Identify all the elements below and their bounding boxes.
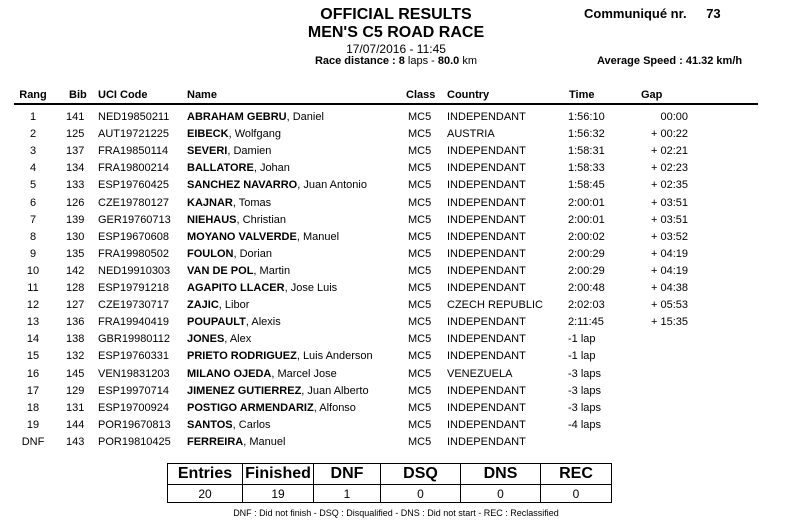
time-cell: -3 laps [568, 384, 602, 397]
gap-cell: + 03:52 [650, 230, 688, 243]
table-row [0, 229, 792, 246]
surname: POUPAULT [187, 316, 246, 329]
country-cell: AUSTRIA [447, 128, 495, 141]
time-cell: -1 lap [568, 350, 596, 363]
first-name: Alfonso [319, 401, 356, 414]
time-cell: 2:00:29 [568, 247, 605, 260]
bib-cell: 134 [66, 162, 85, 175]
col-header-name: Name [187, 89, 217, 101]
rank-cell: 15 [26, 350, 40, 363]
communique [584, 6, 721, 21]
time-cell: -4 laps [568, 418, 602, 431]
class-cell: MC5 [408, 145, 432, 158]
time-cell: -3 laps [568, 367, 602, 380]
uci-code-cell: NED19850211 [98, 111, 170, 123]
bib-cell: 135 [66, 247, 85, 260]
name-cell: POUPAULT, Alexis [187, 316, 281, 329]
first-name: Jose Luis [290, 282, 338, 294]
first-name: Juan Alberto [307, 384, 369, 397]
gap-cell: + 15:35 [650, 316, 688, 329]
name-cell: ABRAHAM GEBRU, Daniel [187, 111, 324, 123]
race-date-time: 17/07/2016 - 11:45 [346, 42, 446, 56]
uci-code-cell: CZE19780127 [98, 196, 169, 209]
uci-code-cell: FRA19800214 [98, 162, 169, 175]
class-cell: MC5 [408, 162, 432, 175]
class-cell: MC5 [408, 213, 432, 226]
table-row [0, 331, 792, 348]
surname: JIMENEZ GUTIERREZ [187, 384, 302, 397]
summary-header-dns: DNS [461, 464, 541, 485]
surname: MOYANO VALVERDE [187, 230, 297, 243]
gap-cell: + 03:51 [650, 196, 688, 209]
class-cell: MC5 [408, 350, 432, 363]
country-cell: INDEPENDANT [447, 435, 526, 448]
country-cell: INDEPENDANT [447, 384, 526, 397]
name-cell: EIBECK, Wolfgang [187, 128, 281, 141]
country-cell: INDEPENDANT [447, 247, 526, 260]
table-row [0, 314, 792, 331]
surname: SEVERI [187, 145, 228, 158]
uci-code-cell: POR19810425 [98, 435, 171, 448]
communique-number: 73 [706, 6, 721, 21]
uci-code-cell: AUT19721225 [98, 128, 169, 141]
time-cell: -3 laps [568, 401, 602, 414]
bib-cell: 142 [66, 264, 85, 277]
class-cell: MC5 [408, 179, 432, 192]
country-cell: INDEPENDANT [447, 264, 526, 277]
rank-cell: 18 [26, 401, 40, 414]
uci-code-cell: GBR19980112 [98, 333, 170, 346]
table-row [0, 348, 792, 365]
name-cell: JONES, Alex [187, 333, 252, 346]
time-cell: 1:56:32 [568, 128, 605, 141]
gap-cell: + 02:35 [650, 179, 688, 192]
surname: SANCHEZ NAVARRO [187, 179, 298, 192]
bib-cell: 132 [66, 350, 85, 363]
col-header-class: Class [406, 89, 436, 101]
uci-code-cell: ESP19670608 [98, 230, 169, 243]
bib-cell: 144 [66, 418, 85, 431]
bib-cell: 139 [66, 213, 85, 226]
class-cell: MC5 [408, 128, 432, 141]
first-name: Juan Antonio [303, 179, 367, 192]
first-name: Daniel [292, 111, 324, 123]
bib-cell: 141 [66, 111, 85, 123]
surname: JONES [187, 333, 225, 346]
name-cell: SANTOS, Carlos [187, 418, 271, 431]
class-cell: MC5 [408, 247, 432, 260]
first-name: Martin [259, 264, 291, 277]
time-cell: 2:11:45 [568, 316, 604, 329]
class-cell: MC5 [408, 384, 432, 397]
time-cell: 1:58:31 [568, 145, 605, 158]
time-cell: 2:02:03 [568, 299, 605, 312]
bib-cell: 127 [66, 299, 85, 312]
communique-label: Communiqué nr. [584, 6, 687, 21]
col-header-bib: Bib [69, 89, 87, 101]
country-cell: INDEPENDANT [447, 350, 526, 363]
surname: VAN DE POL [187, 264, 254, 277]
uci-code-cell: GER19760713 [98, 213, 171, 226]
class-cell: MC5 [408, 282, 432, 294]
surname: ABRAHAM GEBRU [187, 111, 287, 123]
table-row [0, 246, 792, 263]
col-header-time: Time [569, 89, 595, 101]
first-name: Marcel Jose [277, 367, 337, 380]
country-cell: INDEPENDANT [447, 401, 526, 414]
name-cell: PRIETO RODRIGUEZ, Luis Anderson [187, 350, 373, 363]
laps-unit: laps [407, 55, 429, 67]
name-cell: KAJNAR, Tomas [187, 196, 272, 209]
summary-value-dsq: 0 [381, 485, 461, 503]
time-cell: 2:00:48 [568, 282, 605, 294]
table-row [0, 126, 792, 143]
table-row [0, 417, 792, 434]
bib-cell: 129 [66, 384, 85, 397]
time-cell: 1:58:45 [568, 179, 605, 192]
class-cell: MC5 [408, 418, 432, 431]
rank-cell: 12 [26, 299, 40, 312]
class-cell: MC5 [408, 367, 432, 380]
first-name: Alexis [251, 316, 281, 329]
gap-cell: + 02:23 [650, 162, 688, 175]
first-name: Manuel [249, 435, 286, 448]
country-cell: INDEPENDANT [447, 111, 526, 123]
surname: EIBECK [187, 128, 229, 141]
summary-table [167, 463, 612, 503]
surname: FOULON [187, 247, 234, 260]
uci-code-cell: VEN19831203 [98, 367, 170, 380]
first-name: Damien [233, 145, 272, 158]
laps-value: 8 [398, 55, 405, 67]
bib-cell: 125 [66, 128, 85, 141]
uci-code-cell: ESP19970714 [98, 384, 169, 397]
first-name: Tomas [238, 196, 272, 209]
time-cell: 2:00:01 [568, 196, 605, 209]
race-name: MEN'S C5 ROAD RACE [307, 24, 485, 41]
table-row [0, 177, 792, 194]
rank-cell: 17 [26, 384, 40, 397]
time-cell: 2:00:01 [568, 213, 605, 226]
name-cell: SANCHEZ NAVARRO, Juan Antonio [187, 179, 367, 192]
summary-header-entries: Entries [168, 464, 243, 485]
uci-code-cell: ESP19760425 [98, 179, 169, 192]
country-cell: INDEPENDANT [447, 316, 526, 329]
surname: FERREIRA [187, 435, 244, 448]
class-cell: MC5 [408, 299, 432, 312]
time-cell: 2:00:02 [568, 230, 605, 243]
country-cell: VENEZUELA [447, 367, 513, 380]
name-cell: NIEHAUS, Christian [187, 213, 287, 226]
col-header-rank: Rang [19, 89, 47, 101]
rank-cell: 1 [29, 111, 37, 123]
gap-cell: + 04:19 [650, 264, 688, 277]
class-cell: MC5 [408, 401, 432, 414]
table-row [0, 195, 792, 212]
first-name: Alex [229, 333, 252, 346]
first-name: Wolfgang [234, 128, 281, 141]
summary-header-rec: REC [541, 464, 612, 485]
country-cell: INDEPENDANT [447, 213, 526, 226]
gap-cell: + 02:21 [650, 145, 688, 158]
surname: NIEHAUS [187, 213, 237, 226]
bib-cell: 131 [66, 401, 85, 414]
bib-cell: 133 [66, 179, 85, 192]
rank-cell: 19 [26, 418, 40, 431]
country-cell: INDEPENDANT [447, 230, 526, 243]
name-cell: BALLATORE, Johan [187, 162, 290, 175]
class-cell: MC5 [408, 196, 432, 209]
rank-cell: 9 [29, 247, 37, 260]
header-divider [14, 103, 758, 105]
first-name: Johan [259, 162, 290, 175]
uci-code-cell: ESP19791218 [98, 282, 169, 294]
bib-cell: 137 [66, 145, 85, 158]
time-cell: 1:56:10 [568, 111, 605, 123]
table-row [0, 383, 792, 400]
summary-header-row [168, 464, 612, 485]
rank-cell: 13 [26, 316, 40, 329]
uci-code-cell: CZE19730717 [98, 299, 169, 312]
class-cell: MC5 [408, 435, 432, 448]
table-row [0, 280, 792, 297]
time-cell: -1 lap [568, 333, 596, 346]
legend: DNF : Did not finish - DSQ : Disqualified - DNS : Did not start - REC : Reclassified [233, 508, 559, 518]
surname: PRIETO RODRIGUEZ [187, 350, 297, 363]
uci-code-cell: FRA19850114 [98, 145, 169, 158]
bib-cell: 136 [66, 316, 85, 329]
table-row [0, 263, 792, 280]
summary-header-dnf: DNF [314, 464, 381, 485]
name-cell: VAN DE POL, Martin [187, 264, 291, 277]
country-cell: CZECH REPUBLIC [447, 299, 543, 312]
summary-header-finished: Finished [243, 464, 314, 485]
uci-code-cell: FRA19980502 [98, 247, 169, 260]
class-cell: MC5 [408, 230, 432, 243]
surname: ZAJIC [187, 299, 219, 312]
name-cell: MILANO OJEDA, Marcel Jose [187, 367, 337, 380]
rank-cell: 14 [26, 333, 40, 346]
summary-value-dnf: 1 [314, 485, 381, 503]
surname: BALLATORE [187, 162, 254, 175]
rank-cell: 6 [29, 196, 37, 209]
summary-value-row [168, 485, 612, 503]
table-row [0, 160, 792, 177]
country-cell: INDEPENDANT [447, 179, 526, 192]
first-name: Manuel [302, 230, 340, 243]
surname: MILANO OJEDA [187, 367, 272, 380]
summary-value-finished: 19 [243, 485, 314, 503]
bib-cell: 126 [66, 196, 85, 209]
uci-code-cell: POR19670813 [98, 418, 171, 431]
country-cell: INDEPENDANT [447, 145, 526, 158]
table-row [0, 297, 792, 314]
km-unit: km [462, 55, 478, 67]
rank-cell: 7 [29, 213, 37, 226]
name-cell: POSTIGO ARMENDARIZ, Alfonso [187, 401, 356, 414]
time-cell: 1:58:33 [568, 162, 605, 175]
bib-cell: 145 [66, 367, 85, 380]
surname: AGAPITO LLACER [187, 282, 285, 294]
rank-cell: 11 [27, 282, 39, 294]
class-cell: MC5 [408, 264, 432, 277]
surname: POSTIGO ARMENDARIZ [187, 401, 314, 414]
rank-cell: 10 [26, 264, 40, 277]
gap-cell: + 00:22 [650, 128, 688, 141]
rank-cell: 16 [26, 367, 40, 380]
uci-code-cell: ESP19760331 [98, 350, 169, 363]
name-cell: JIMENEZ GUTIERREZ, Juan Alberto [187, 384, 369, 397]
uci-code-cell: NED19910303 [98, 264, 171, 277]
document-title: OFFICIAL RESULTS [320, 6, 472, 23]
table-row [0, 143, 792, 160]
name-cell: FERREIRA, Manuel [187, 435, 286, 448]
name-cell: MOYANO VALVERDE, Manuel [187, 230, 340, 243]
country-cell: INDEPENDANT [447, 162, 526, 175]
average-speed: Average Speed : 41.32 km/h [597, 55, 743, 67]
first-name: Christian [242, 213, 287, 226]
rank-cell: 3 [29, 145, 37, 158]
uci-code-cell: ESP19700924 [98, 401, 169, 414]
rank-cell: DNF [21, 435, 45, 448]
first-name: Libor [224, 299, 250, 312]
uci-code-cell: FRA19940419 [98, 316, 169, 329]
name-cell: AGAPITO LLACER, Jose Luis [187, 282, 338, 294]
summary-header-dsq: DSQ [381, 464, 461, 485]
bib-cell: 143 [66, 435, 85, 448]
name-cell: SEVERI, Damien [187, 145, 272, 158]
rank-cell: 5 [29, 179, 37, 192]
rank-cell: 8 [29, 230, 37, 243]
class-cell: MC5 [408, 333, 432, 346]
time-cell: 2:00:29 [568, 264, 605, 277]
gap-cell: + 03:51 [650, 213, 688, 226]
surname: SANTOS [187, 418, 233, 431]
name-cell: ZAJIC, Libor [187, 299, 250, 312]
country-cell: INDEPENDANT [447, 282, 526, 294]
table-row [0, 109, 792, 126]
col-header-uci: UCI Code [98, 89, 148, 101]
class-cell: MC5 [408, 316, 432, 329]
col-header-country: Country [447, 89, 490, 101]
bib-cell: 130 [66, 230, 85, 243]
distance-label: Race distance : [314, 55, 396, 67]
rank-cell: 2 [29, 128, 37, 141]
first-name: Dorian [239, 247, 272, 260]
country-cell: INDEPENDANT [447, 196, 526, 209]
class-cell: MC5 [408, 111, 432, 123]
surname: KAJNAR [187, 196, 233, 209]
bib-cell: 128 [66, 282, 85, 294]
first-name: Carlos [238, 418, 271, 431]
rank-cell: 4 [29, 162, 37, 175]
country-cell: INDEPENDANT [447, 333, 526, 346]
gap-cell: 00:00 [660, 111, 688, 123]
summary-value-rec: 0 [541, 485, 612, 503]
country-cell: INDEPENDANT [447, 418, 526, 431]
race-distance: Race distance : 8 laps - 80.0 km [314, 55, 478, 67]
gap-cell: + 04:19 [650, 247, 688, 260]
km-value: 80.0 [437, 55, 460, 67]
summary-value-dns: 0 [461, 485, 541, 503]
col-header-gap: Gap [641, 89, 663, 101]
name-cell: FOULON, Dorian [187, 247, 272, 260]
table-row [0, 366, 792, 383]
table-row [0, 400, 792, 417]
gap-cell: + 04:38 [650, 282, 688, 294]
gap-cell: + 05:53 [650, 299, 688, 312]
first-name: Luis Anderson [302, 350, 373, 363]
table-row [0, 434, 792, 451]
bib-cell: 138 [66, 333, 85, 346]
summary-value-entries: 20 [168, 485, 243, 503]
table-row [0, 212, 792, 229]
